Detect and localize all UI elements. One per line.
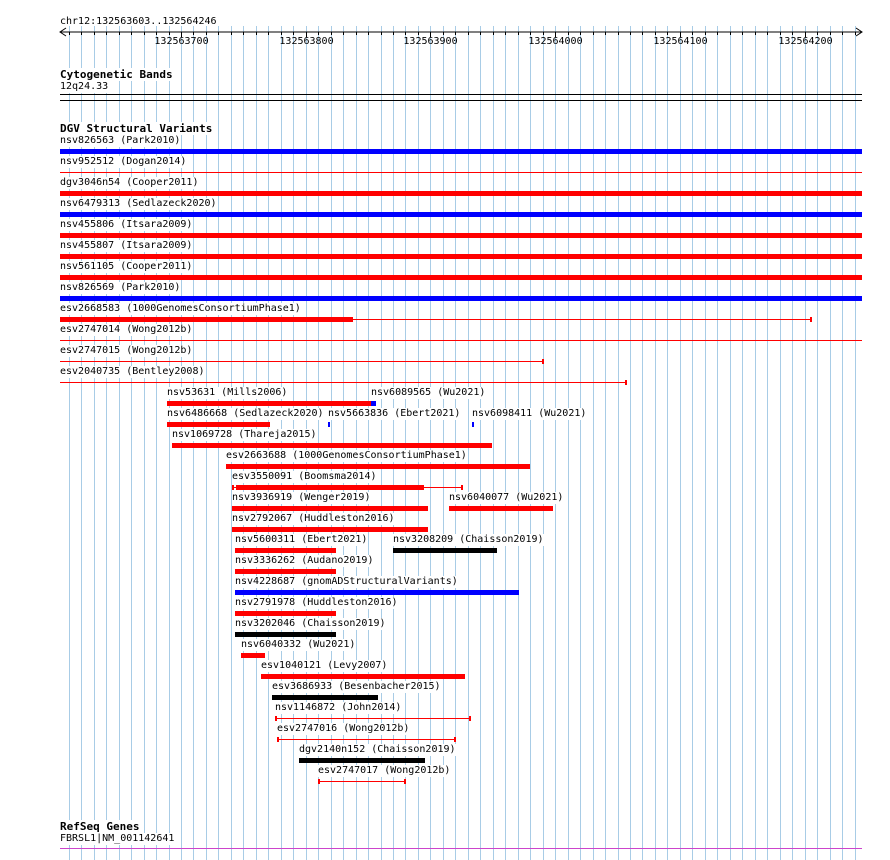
variant-feature[interactable] [172, 443, 492, 448]
variant-feature[interactable] [449, 506, 553, 511]
variant-bar [232, 506, 428, 511]
refseq-gene-line[interactable] [60, 848, 862, 849]
variant-feature[interactable] [277, 737, 456, 742]
variant-feature[interactable] [235, 569, 336, 574]
variant-label[interactable]: esv2040735 (Bentley2008) [60, 366, 205, 377]
variant-feature[interactable] [272, 695, 378, 700]
variant-label[interactable]: nsv3208209 (Chaisson2019) [393, 534, 544, 545]
variant-bar [261, 674, 465, 679]
variant-bar [167, 401, 373, 406]
variant-bar [449, 506, 553, 511]
variant-label[interactable]: esv1040121 (Levy2007) [261, 660, 388, 671]
variant-line [60, 172, 862, 173]
variant-label[interactable]: nsv5663836 (Ebert2021) [328, 408, 461, 419]
variant-label[interactable]: nsv2791978 (Huddleston2016) [235, 597, 398, 608]
variant-label[interactable]: nsv5600311 (Ebert2021) [235, 534, 368, 545]
variant-feature[interactable] [60, 296, 862, 301]
variant-label[interactable]: nsv6098411 (Wu2021) [472, 408, 587, 419]
variant-bar [60, 275, 862, 280]
variant-feature[interactable] [472, 422, 474, 427]
variant-feature[interactable] [60, 275, 862, 280]
variant-label[interactable]: esv2747017 (Wong2012b) [318, 765, 451, 776]
variant-feature[interactable] [60, 359, 544, 364]
variant-label[interactable]: nsv3936919 (Wenger2019) [232, 492, 371, 503]
variant-feature[interactable] [235, 590, 519, 595]
ruler-tick-label: 132563700 [154, 36, 209, 47]
variant-feature[interactable] [393, 548, 497, 553]
variant-bar [167, 422, 270, 427]
ruler-tick-label: 132563900 [403, 36, 458, 47]
refseq-track-title: RefSeq Genes [60, 820, 140, 833]
variant-feature[interactable] [232, 506, 428, 511]
variant-feature[interactable] [318, 779, 406, 784]
variant-feature[interactable] [226, 464, 530, 469]
variant-label[interactable]: nsv455807 (Itsara2009) [60, 240, 193, 251]
refseq-gene-label[interactable]: FBRSL1|NM_001142641 [60, 833, 175, 844]
variant-label[interactable]: nsv3202046 (Chaisson2019) [235, 618, 386, 629]
variant-start-cap [277, 737, 279, 742]
variant-label[interactable]: esv2747014 (Wong2012b) [60, 324, 193, 335]
variant-feature[interactable] [60, 233, 862, 238]
variant-bar [472, 422, 474, 427]
variant-end-cap [454, 737, 456, 742]
variant-feature[interactable] [60, 172, 862, 173]
variant-label[interactable]: esv2747015 (Wong2012b) [60, 345, 193, 356]
variant-feature[interactable] [261, 674, 465, 679]
variant-bar [60, 254, 862, 259]
ruler-tick-label: 132564100 [653, 36, 708, 47]
variant-line [318, 781, 405, 782]
variant-bar [60, 191, 862, 196]
variant-label[interactable]: nsv2792067 (Huddleston2016) [232, 513, 395, 524]
variant-bar [60, 233, 862, 238]
variant-bar [299, 758, 425, 763]
ruler-tick-label: 132564200 [778, 36, 833, 47]
variant-feature[interactable] [60, 191, 862, 196]
variant-feature[interactable] [60, 149, 862, 154]
cytoband-track-title: Cytogenetic Bands [60, 68, 173, 81]
variant-feature[interactable] [60, 317, 812, 322]
variant-bar [393, 548, 497, 553]
variant-end-cap [404, 779, 406, 784]
variant-label[interactable]: esv2663688 (1000GenomesConsortiumPhase1) [226, 450, 467, 461]
variant-bar [241, 653, 265, 658]
variant-feature[interactable] [235, 632, 336, 637]
variant-start-cap [318, 779, 320, 784]
variant-line [60, 382, 626, 383]
variant-label[interactable]: esv2747016 (Wong2012b) [277, 723, 410, 734]
locus-label: chr12:132563603..132564246 [60, 16, 217, 27]
variant-feature[interactable] [235, 548, 336, 553]
variant-label[interactable]: dgv3046n54 (Cooper2011) [60, 177, 199, 188]
variant-feature[interactable] [235, 611, 336, 616]
variant-core [236, 485, 424, 490]
variant-bar [172, 443, 492, 448]
variant-bar [272, 695, 378, 700]
variant-end-cap [625, 380, 627, 385]
variant-feature[interactable] [275, 716, 471, 721]
variant-label[interactable]: esv3550091 (Boomsma2014) [232, 471, 377, 482]
variant-feature[interactable] [299, 758, 425, 763]
variant-label[interactable]: nsv6486668 (Sedlazeck2020) [167, 408, 324, 419]
variant-bar [235, 611, 336, 616]
variant-bar [60, 212, 862, 217]
variant-label[interactable]: nsv952512 (Dogan2014) [60, 156, 187, 167]
variant-label[interactable]: nsv53631 (Mills2006) [167, 387, 288, 398]
variant-line [60, 340, 862, 341]
variant-feature[interactable] [328, 422, 330, 427]
variant-end-cap [810, 317, 812, 322]
variant-start-cap [275, 716, 277, 721]
variant-label[interactable]: nsv6479313 (Sedlazeck2020) [60, 198, 217, 209]
variant-line [60, 361, 543, 362]
variant-start-cap [232, 485, 234, 490]
variant-bar [235, 569, 336, 574]
cytoband-divider [60, 94, 862, 95]
variant-bar [371, 401, 376, 406]
variant-line [275, 718, 470, 719]
variant-bar [235, 632, 336, 637]
variant-bar [235, 590, 519, 595]
variant-end-cap [469, 716, 471, 721]
variant-label[interactable]: nsv455806 (Itsara2009) [60, 219, 193, 230]
variant-feature[interactable] [232, 485, 463, 490]
variant-label[interactable]: esv2668583 (1000GenomesConsortiumPhase1) [60, 303, 301, 314]
variant-feature[interactable] [60, 340, 862, 341]
variant-label[interactable]: nsv826569 (Park2010) [60, 282, 181, 293]
variant-end-cap [542, 359, 544, 364]
variant-feature[interactable] [60, 212, 862, 217]
variant-feature[interactable] [232, 527, 428, 532]
ruler-tick-label: 132563800 [279, 36, 334, 47]
variant-label[interactable]: nsv6089565 (Wu2021) [371, 387, 486, 398]
dgv-track-title: DGV Structural Variants [60, 122, 213, 135]
variant-feature[interactable] [60, 254, 862, 259]
variant-label[interactable]: nsv826563 (Park2010) [60, 135, 181, 146]
variant-label[interactable]: esv3686933 (Besenbacher2015) [272, 681, 441, 692]
variant-line [277, 739, 455, 740]
variant-label[interactable]: nsv6040332 (Wu2021) [241, 639, 356, 650]
variant-label[interactable]: nsv6040077 (Wu2021) [449, 492, 564, 503]
variant-bar [232, 527, 428, 532]
variant-feature[interactable] [241, 653, 265, 658]
ruler-tick-label: 132564000 [528, 36, 583, 47]
variant-bar [60, 149, 862, 154]
variant-bar [235, 548, 336, 553]
variant-feature[interactable] [60, 380, 627, 385]
variant-core [60, 317, 353, 322]
variant-label[interactable]: nsv1069728 (Thareja2015) [172, 429, 317, 440]
variant-bar [328, 422, 330, 427]
variant-label[interactable]: nsv1146872 (John2014) [275, 702, 402, 713]
variant-label[interactable]: nsv561105 (Cooper2011) [60, 261, 193, 272]
cytoband-label[interactable]: 12q24.33 [60, 81, 109, 92]
cytoband-divider [60, 100, 862, 101]
variant-feature[interactable] [371, 401, 376, 406]
variant-bar [60, 296, 862, 301]
variant-label[interactable]: nsv3336262 (Audano2019) [235, 555, 374, 566]
variant-end-cap [461, 485, 463, 490]
variant-label[interactable]: dgv2140n152 (Chaisson2019) [299, 744, 456, 755]
variant-feature[interactable] [167, 401, 373, 406]
variant-bar [226, 464, 530, 469]
variant-feature[interactable] [167, 422, 270, 427]
variant-label[interactable]: nsv4228687 (gnomADStructuralVariants) [235, 576, 458, 587]
